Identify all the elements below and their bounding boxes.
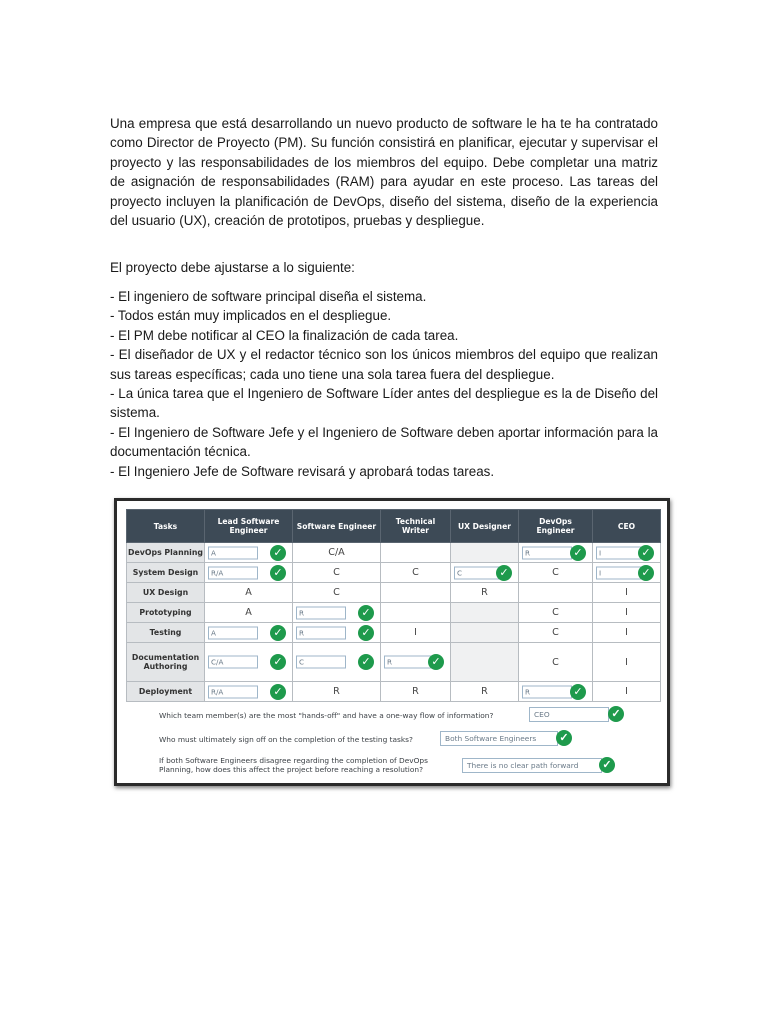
check-icon: ✓ (570, 545, 586, 561)
matrix-cell (593, 563, 661, 583)
cell-value: C/A (328, 547, 345, 558)
cell-value: C (552, 627, 559, 638)
task-label: Testing (127, 623, 205, 643)
rule-item: - El PM debe notificar al CEO la finalización de cada tarea. (110, 327, 459, 343)
check-icon: ✓ (570, 684, 586, 700)
cell-answer-field[interactable]: A (208, 546, 258, 559)
cell-value: R (481, 686, 488, 697)
check-icon: ✓ (358, 625, 374, 641)
task-label: DevOps Planning (127, 543, 205, 563)
answer-field-2[interactable]: Both Software Engineers (440, 731, 558, 746)
cell-answer-field[interactable]: I (596, 566, 646, 579)
cell-value: R (333, 686, 340, 697)
matrix-header-row (127, 510, 661, 543)
matrix-cell (293, 603, 381, 623)
task-label: System Design (127, 563, 205, 583)
matrix-row (127, 682, 661, 702)
cell-value: C (333, 587, 340, 598)
matrix-cell (593, 583, 661, 603)
matrix-cell (381, 623, 451, 643)
task-label: Deployment (127, 682, 205, 702)
cell-answer-field[interactable]: R (522, 546, 572, 559)
cell-value: C (333, 567, 340, 578)
cell-answer-field[interactable]: R (522, 685, 572, 698)
matrix-cell (205, 682, 293, 702)
matrix-cell (205, 603, 293, 623)
matrix-cell (451, 583, 519, 603)
cell-value: I (625, 587, 628, 598)
matrix-cell (293, 543, 381, 563)
matrix-cell (451, 543, 519, 563)
matrix-cell (451, 623, 519, 643)
matrix-header: Technical Writer (381, 510, 451, 543)
matrix-cell (381, 563, 451, 583)
rule-item: - El diseñador de UX y el redactor técnico son los únicos miembros del equipo que realizan sus tareas específicas; cada uno tiene una sola tarea fuera del despliegue. (110, 347, 658, 382)
rule-item: - La única tarea que el Ingeniero de Software Líder antes del despliegue es la de Diseño del sistema. (110, 386, 658, 421)
task-label: UX Design (127, 583, 205, 603)
rule-item: - El Ingeniero de Software Jefe y el Ingeniero de Software deben aportar información para la documentación técnica. (110, 424, 658, 460)
question-2: Who must ultimately sign off on the completion of the testing tasks? (159, 735, 413, 744)
cell-value: A (245, 607, 252, 618)
cell-value: I (625, 656, 628, 668)
matrix-cell (519, 643, 593, 682)
matrix-cell (293, 623, 381, 643)
matrix-cell (451, 603, 519, 623)
requirements-lead: El proyecto debe ajustarse a lo siguiente: (110, 260, 355, 275)
matrix-row (127, 643, 661, 682)
matrix-cell (519, 603, 593, 623)
rule-item: - El ingeniero de software principal diseña el sistema. (110, 289, 427, 304)
matrix-row (127, 563, 661, 583)
task-label: Prototyping (127, 603, 205, 623)
matrix-cell (381, 583, 451, 603)
cell-answer-field[interactable]: R (384, 656, 434, 669)
matrix-cell (519, 623, 593, 643)
check-icon: ✓ (496, 565, 512, 581)
cell-answer-field[interactable]: C (454, 566, 504, 579)
question-3: If both Software Engineers disagree regarding the completion of DevOps Planning, how does this affect the project before reaching a resolution? (159, 756, 428, 774)
cell-value: A (245, 587, 252, 598)
cell-value: R (412, 686, 419, 697)
ram-figure (114, 498, 670, 786)
requirements-list (110, 287, 658, 481)
check-icon: ✓ (270, 654, 286, 670)
matrix-cell (519, 563, 593, 583)
cell-value: C (552, 567, 559, 578)
check-icon: ✓ (556, 730, 572, 746)
matrix-cell (593, 682, 661, 702)
matrix-cell (451, 682, 519, 702)
check-icon: ✓ (638, 565, 654, 581)
cell-value: I (625, 627, 628, 638)
matrix-cell (519, 583, 593, 603)
matrix-row (127, 623, 661, 643)
matrix-cell (593, 623, 661, 643)
matrix-header: UX Designer (451, 510, 519, 543)
matrix-cell (381, 603, 451, 623)
rule-item: - El Ingeniero Jefe de Software revisará y aprobará todas tareas. (110, 463, 495, 479)
matrix-row (127, 543, 661, 563)
cell-answer-field[interactable]: R (296, 626, 346, 639)
cell-value: R (481, 587, 488, 598)
cell-value: I (625, 607, 628, 618)
cell-answer-field[interactable]: I (596, 546, 646, 559)
cell-answer-field[interactable]: R/A (208, 566, 258, 579)
check-icon: ✓ (428, 654, 444, 670)
matrix-cell (593, 603, 661, 623)
matrix-cell (381, 682, 451, 702)
matrix-cell (293, 643, 381, 682)
check-icon: ✓ (599, 757, 615, 773)
cell-value: I (414, 627, 417, 638)
rule-item: - Todos están muy implicados en el despliegue. (110, 308, 392, 324)
check-icon: ✓ (638, 545, 654, 561)
check-icon: ✓ (270, 545, 286, 561)
check-icon: ✓ (608, 706, 624, 722)
check-icon: ✓ (358, 605, 374, 621)
matrix-cell (293, 682, 381, 702)
answer-field-1[interactable]: CEO (529, 707, 609, 722)
cell-value: C (552, 607, 559, 618)
matrix-header: CEO (593, 510, 661, 543)
matrix-cell (451, 643, 519, 682)
matrix-row (127, 603, 661, 623)
ram-matrix (126, 509, 661, 702)
cell-answer-field[interactable]: R/A (208, 685, 258, 698)
task-label: Documentation Authoring (127, 643, 205, 682)
matrix-cell (205, 643, 293, 682)
matrix-cell (519, 543, 593, 563)
matrix-cell (519, 682, 593, 702)
matrix-header: DevOps Engineer (519, 510, 593, 543)
matrix-cell (593, 643, 661, 682)
cell-answer-field[interactable]: C (296, 656, 346, 669)
matrix-row (127, 583, 661, 603)
check-icon: ✓ (358, 654, 374, 670)
matrix-cell (205, 583, 293, 603)
cell-value: C (412, 567, 419, 578)
matrix-header: Tasks (127, 510, 205, 543)
question-1: Which team member(s) are the most "hands-off" and have a one-way flow of information? (159, 711, 494, 720)
check-icon: ✓ (270, 684, 286, 700)
cell-value: I (625, 686, 628, 697)
matrix-cell (593, 543, 661, 563)
matrix-header: Software Engineer (293, 510, 381, 543)
matrix-cell (381, 643, 451, 682)
matrix-header: Lead Software Engineer (205, 510, 293, 543)
matrix-cell (293, 583, 381, 603)
cell-answer-field[interactable]: R (296, 606, 346, 619)
matrix-cell (293, 563, 381, 583)
answer-field-3[interactable]: There is no clear path forward (462, 758, 602, 773)
matrix-cell (381, 543, 451, 563)
cell-answer-field[interactable]: A (208, 626, 258, 639)
matrix-cell (205, 623, 293, 643)
matrix-cell (205, 543, 293, 563)
intro-paragraph: Una empresa que está desarrollando un nuevo producto de software le ha te ha contratado como Director de Proyecto (PM). Su función consistirá en planificar, ejecutar y supervisar el proyecto y las responsabilidades de los miembros del equipo. Debe completar una matriz de asignación de responsabilidades (RAM) para ayudar en este proceso. Las tareas del proyecto incluyen la planificación de DevOps, diseño del sistema, diseño de la experiencia del usuario (UX), creación de prototipos, pruebas y despliegue. (110, 116, 658, 229)
matrix-cell (205, 563, 293, 583)
cell-value: C (552, 656, 559, 668)
matrix-cell (451, 563, 519, 583)
cell-answer-field[interactable]: C/A (208, 656, 258, 669)
check-icon: ✓ (270, 565, 286, 581)
check-icon: ✓ (270, 625, 286, 641)
